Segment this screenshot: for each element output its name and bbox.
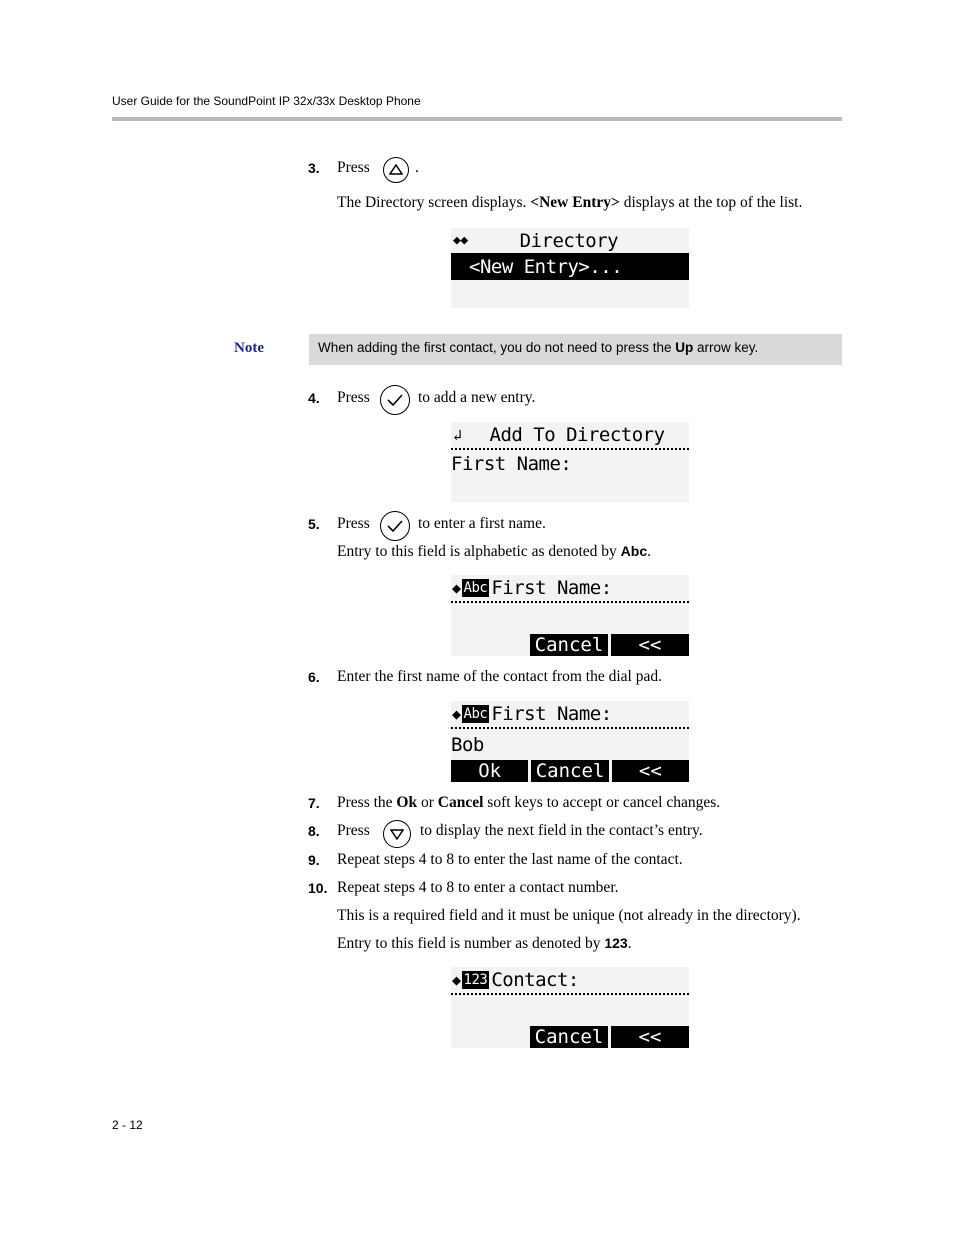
first-name-bob-screen — [451, 701, 689, 782]
add-to-directory-screen — [451, 422, 689, 502]
contact-screen — [451, 967, 689, 1048]
abc-mode-badge: Abc — [463, 580, 488, 596]
first-name-label: First Name: — [491, 703, 612, 725]
nav-diamond-icon: ◆ — [452, 579, 461, 597]
up-arrow-key-icon — [383, 157, 409, 183]
step-10-desc1: This is a required field and it must be unique (not already in the directory). — [337, 907, 801, 924]
step-4-text: to add a new entry. — [418, 389, 536, 406]
step-5-press: Press — [337, 515, 370, 532]
nav-diamond-icon: ◆ — [452, 705, 461, 723]
note-label: Note — [234, 340, 264, 356]
first-name-value: Bob — [451, 733, 484, 756]
step-8-text: to display the next field in the contact’s entry. — [420, 822, 703, 839]
softkey-back[interactable]: << — [611, 634, 689, 656]
softkey-cancel[interactable]: Cancel — [530, 634, 608, 656]
screen-title: Directory — [519, 229, 619, 252]
abc-mode-badge: Abc — [463, 706, 488, 722]
step-8-number: 8. — [308, 823, 320, 839]
back-arrow-icon: ↲ — [453, 426, 462, 444]
checkmark-key-icon — [380, 385, 410, 415]
screen-title: Add To Directory — [489, 424, 665, 446]
step-3-description: The Directory screen displays. <New Entry> displays at the top of the list. — [337, 194, 803, 211]
page-number: 2 - 12 — [112, 1118, 143, 1132]
softkey-cancel[interactable]: Cancel — [530, 1026, 608, 1048]
numeric-mode-icon: 123 — [604, 935, 628, 951]
down-arrow-key-icon — [383, 820, 411, 848]
step-8-press: Press — [337, 822, 370, 839]
step-10-number: 10. — [308, 880, 328, 896]
new-entry-item: <New Entry>... — [451, 253, 689, 280]
contact-label: Contact: — [491, 969, 579, 991]
step-9-number: 9. — [308, 852, 320, 868]
first-name-label: First Name: — [451, 453, 572, 475]
softkey-ok[interactable]: Ok — [451, 760, 528, 782]
step-7-number: 7. — [308, 795, 320, 811]
step-9-text: Repeat steps 4 to 8 to enter the last name of the contact. — [337, 851, 683, 868]
softkey-back[interactable]: << — [611, 1026, 689, 1048]
note-box: When adding the first contact, you do not need to press the Up arrow key. — [309, 334, 842, 365]
step-7-text: Press the Ok or Cancel soft keys to accept or cancel changes. — [337, 794, 721, 811]
step-3-period: . — [415, 159, 419, 176]
step-5-description: Entry to this field is alphabetic as denoted by Abc. — [337, 543, 651, 560]
step-5-number: 5. — [308, 516, 320, 532]
nav-diamond-icon: ◆ — [452, 971, 461, 989]
step-10-desc2: Entry to this field is number as denoted by 123. — [337, 935, 632, 952]
directory-screen — [451, 228, 689, 308]
step-3-press: Press — [337, 159, 370, 176]
abc-mode-icon: Abc — [620, 543, 648, 559]
step-5-text: to enter a first name. — [418, 515, 546, 532]
step-6-text: Enter the first name of the contact from the dial pad. — [337, 668, 662, 685]
step-4-press: Press — [337, 389, 370, 406]
numeric-mode-badge: 123 — [463, 972, 488, 988]
checkmark-key-icon — [380, 511, 410, 541]
softkey-cancel[interactable]: Cancel — [531, 760, 608, 782]
step-4-number: 4. — [308, 390, 320, 406]
nav-arrows-icon: ◆◆ — [453, 233, 468, 248]
running-header: User Guide for the SoundPoint IP 32x/33x Desktop Phone — [112, 94, 421, 108]
step-6-number: 6. — [308, 669, 320, 685]
step-10-text: Repeat steps 4 to 8 to enter a contact number. — [337, 879, 619, 896]
step-3-number: 3. — [308, 160, 320, 176]
header-rule — [112, 117, 842, 121]
softkey-back[interactable]: << — [612, 760, 689, 782]
first-name-label: First Name: — [491, 577, 612, 599]
first-name-screen — [451, 575, 689, 656]
